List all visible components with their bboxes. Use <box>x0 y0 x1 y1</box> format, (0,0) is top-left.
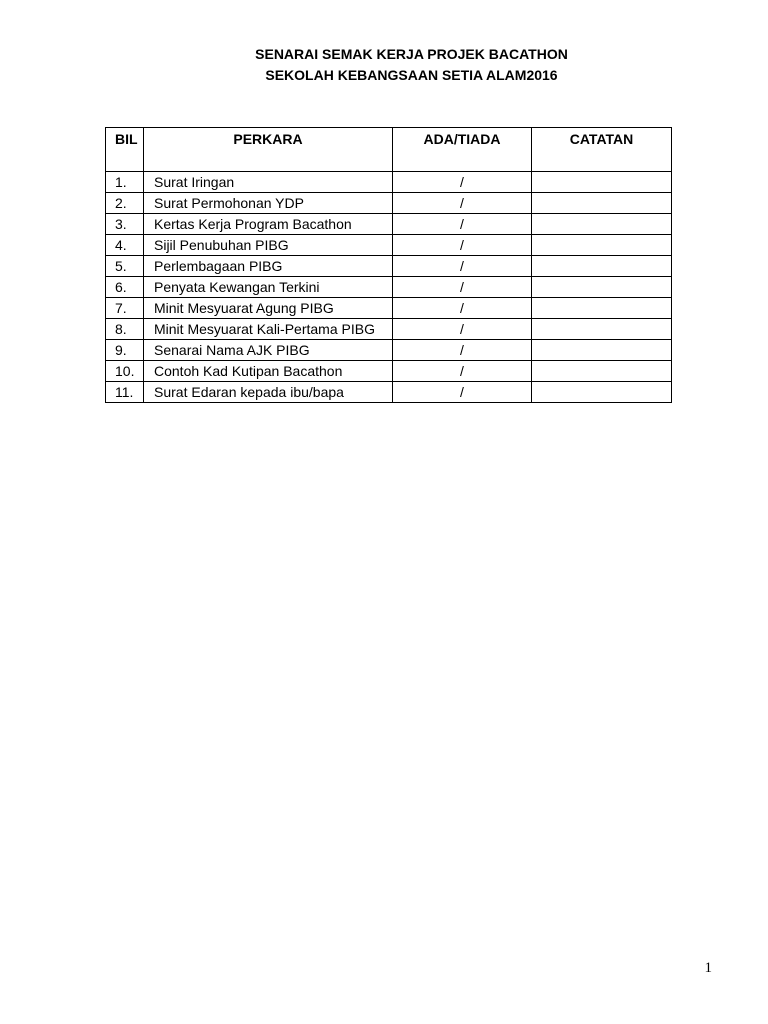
row-catatan <box>532 319 672 340</box>
table-row <box>106 277 672 298</box>
row-bil: 7. <box>106 298 144 319</box>
header-catatan: CATATAN <box>532 128 672 172</box>
row-catatan <box>532 277 672 298</box>
row-ada-tiada: / <box>393 277 532 298</box>
header-ada-tiada: ADA/TIADA <box>393 128 532 172</box>
row-perkara: Contoh Kad Kutipan Bacathon <box>144 361 393 382</box>
row-perkara: Kertas Kerja Program Bacathon <box>144 214 393 235</box>
row-perkara: Sijil Penubuhan PIBG <box>144 235 393 256</box>
row-bil: 8. <box>106 319 144 340</box>
row-bil: 10. <box>106 361 144 382</box>
table-row <box>106 235 672 256</box>
row-perkara: Minit Mesyuarat Kali-Pertama PIBG <box>144 319 393 340</box>
row-ada-tiada: / <box>393 172 532 193</box>
table-row <box>106 361 672 382</box>
header-perkara: PERKARA <box>144 128 393 172</box>
row-bil: 4. <box>106 235 144 256</box>
row-catatan <box>532 256 672 277</box>
row-ada-tiada: / <box>393 256 532 277</box>
row-perkara: Surat Permohonan YDP <box>144 193 393 214</box>
row-perkara: Minit Mesyuarat Agung PIBG <box>144 298 393 319</box>
row-perkara: Perlembagaan PIBG <box>144 256 393 277</box>
row-bil: 1. <box>106 172 144 193</box>
row-catatan <box>532 340 672 361</box>
table-row <box>106 319 672 340</box>
document-title <box>0 44 768 86</box>
row-bil: 2. <box>106 193 144 214</box>
row-ada-tiada: / <box>393 235 532 256</box>
table-row <box>106 256 672 277</box>
row-ada-tiada: / <box>393 340 532 361</box>
row-perkara: Senarai Nama AJK PIBG <box>144 340 393 361</box>
row-bil: 9. <box>106 340 144 361</box>
checklist-table <box>105 127 672 403</box>
row-bil: 5. <box>106 256 144 277</box>
row-perkara: Penyata Kewangan Terkini <box>144 277 393 298</box>
row-bil: 6. <box>106 277 144 298</box>
row-perkara: Surat Iringan <box>144 172 393 193</box>
row-catatan <box>532 382 672 403</box>
row-ada-tiada: / <box>393 193 532 214</box>
page-number: 1 <box>704 960 712 976</box>
row-catatan <box>532 214 672 235</box>
table-row <box>106 340 672 361</box>
row-bil: 11. <box>106 382 144 403</box>
table-row <box>106 193 672 214</box>
row-catatan <box>532 361 672 382</box>
table-row <box>106 172 672 193</box>
table-row <box>106 382 672 403</box>
row-ada-tiada: / <box>393 298 532 319</box>
table-body <box>106 172 672 403</box>
row-catatan <box>532 235 672 256</box>
table-row <box>106 298 672 319</box>
row-catatan <box>532 298 672 319</box>
title-line-2: SEKOLAH KEBANGSAAN SETIA ALAM2016 <box>265 67 558 83</box>
row-perkara: Surat Edaran kepada ibu/bapa <box>144 382 393 403</box>
row-ada-tiada: / <box>393 319 532 340</box>
row-catatan <box>532 172 672 193</box>
table-row <box>106 214 672 235</box>
header-bil: BIL <box>106 128 144 172</box>
table-header-row <box>106 128 672 172</box>
row-bil: 3. <box>106 214 144 235</box>
row-catatan <box>532 193 672 214</box>
row-ada-tiada: / <box>393 382 532 403</box>
row-ada-tiada: / <box>393 361 532 382</box>
title-line-1: SENARAI SEMAK KERJA PROJEK BACATHON <box>255 46 568 62</box>
row-ada-tiada: / <box>393 214 532 235</box>
